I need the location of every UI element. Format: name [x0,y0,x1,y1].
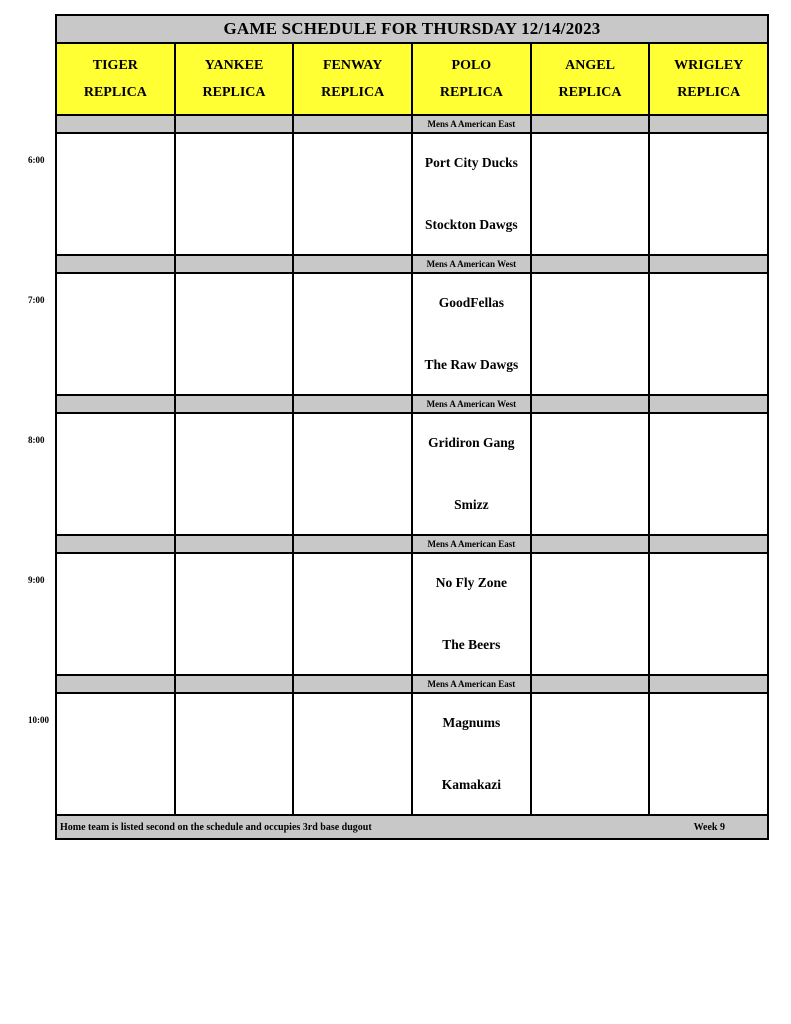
game-cell [532,274,651,394]
division-cell [57,256,176,272]
away-team: Magnums [442,715,501,730]
schedule-title: GAME SCHEDULE FOR THURSDAY 12/14/2023 [57,16,767,44]
game-cell-polo [413,274,532,394]
game-cell [650,554,767,674]
week-label: Week 9 [693,821,725,833]
field-header-row [57,44,767,116]
game-cell [650,134,767,254]
game-cell [176,554,295,674]
division-cell [294,676,413,692]
game-cell [650,694,767,814]
game-cell [294,134,413,254]
division-cell [176,396,295,412]
field-header-angel [532,44,651,114]
field-name: ANGEL [565,58,615,73]
field-sub: REPLICA [439,85,503,100]
field-name: FENWAY [322,58,383,73]
division-label: Mens A American West [413,256,532,272]
game-cell [532,694,651,814]
home-team: Smizz [454,497,489,512]
field-header-wrigley [650,44,767,114]
division-row [57,536,767,554]
game-row [57,134,767,256]
division-label: Mens A American East [413,116,532,132]
game-cell [176,694,295,814]
division-cell [176,256,295,272]
field-sub: REPLICA [202,85,266,100]
division-cell [532,396,651,412]
game-cell [294,274,413,394]
field-name: POLO [451,58,492,73]
time-label: 7:00 [28,295,45,305]
away-team: No Fly Zone [435,575,507,590]
schedule-footer [57,816,767,838]
division-label: Mens A American East [413,676,532,692]
game-cell [57,694,176,814]
division-label: Mens A American East [413,536,532,552]
division-cell [57,116,176,132]
game-cell-polo [413,694,532,814]
division-cell [532,676,651,692]
field-header-fenway [294,44,413,114]
game-cell [532,554,651,674]
division-cell [532,536,651,552]
game-row [57,274,767,396]
game-cell [532,414,651,534]
time-label: 8:00 [28,435,45,445]
game-row [57,554,767,676]
division-cell [532,116,651,132]
division-cell [57,676,176,692]
game-cell-polo [413,134,532,254]
footer-note: Home team is listed second on the schedule and occupies 3rd base dugout [60,821,372,833]
division-cell [176,676,295,692]
division-cell [650,256,767,272]
home-team: Stockton Dawgs [425,217,518,232]
field-sub: REPLICA [677,85,741,100]
home-team: The Raw Dawgs [424,357,519,372]
field-header-polo [413,44,532,114]
division-row [57,676,767,694]
game-cell-polo [413,414,532,534]
division-cell [294,256,413,272]
game-cell-polo [413,554,532,674]
division-cell [532,256,651,272]
division-cell [650,676,767,692]
away-team: Gridiron Gang [428,435,515,450]
game-cell [57,554,176,674]
game-cell [294,554,413,674]
time-label: 9:00 [28,575,45,585]
schedule-sheet [55,14,769,840]
division-cell [294,396,413,412]
division-row [57,116,767,134]
field-name: TIGER [92,58,138,73]
division-cell [650,536,767,552]
home-team: Kamakazi [441,777,501,792]
field-sub: REPLICA [321,85,385,100]
home-team: The Beers [442,637,501,652]
division-cell [294,536,413,552]
game-row [57,414,767,536]
game-cell [294,694,413,814]
division-label: Mens A American West [413,396,532,412]
away-team: GoodFellas [438,295,504,310]
division-cell [176,116,295,132]
division-cell [650,396,767,412]
game-cell [176,414,295,534]
division-row [57,396,767,414]
division-cell [650,116,767,132]
game-cell [176,134,295,254]
time-label: 10:00 [28,715,49,725]
division-cell [294,116,413,132]
division-cell [57,536,176,552]
division-cell [57,396,176,412]
field-sub: REPLICA [83,85,147,100]
time-label: 6:00 [28,155,45,165]
game-row [57,694,767,816]
field-name: WRIGLEY [674,58,744,73]
game-cell [650,274,767,394]
game-cell [650,414,767,534]
field-header-yankee [176,44,295,114]
field-sub: REPLICA [558,85,622,100]
game-cell [57,414,176,534]
away-team: Port City Ducks [424,155,518,170]
game-cell [176,274,295,394]
game-cell [294,414,413,534]
game-cell [57,274,176,394]
field-header-tiger [57,44,176,114]
game-cell [57,134,176,254]
field-name: YANKEE [204,58,264,73]
game-cell [532,134,651,254]
division-cell [176,536,295,552]
division-row [57,256,767,274]
